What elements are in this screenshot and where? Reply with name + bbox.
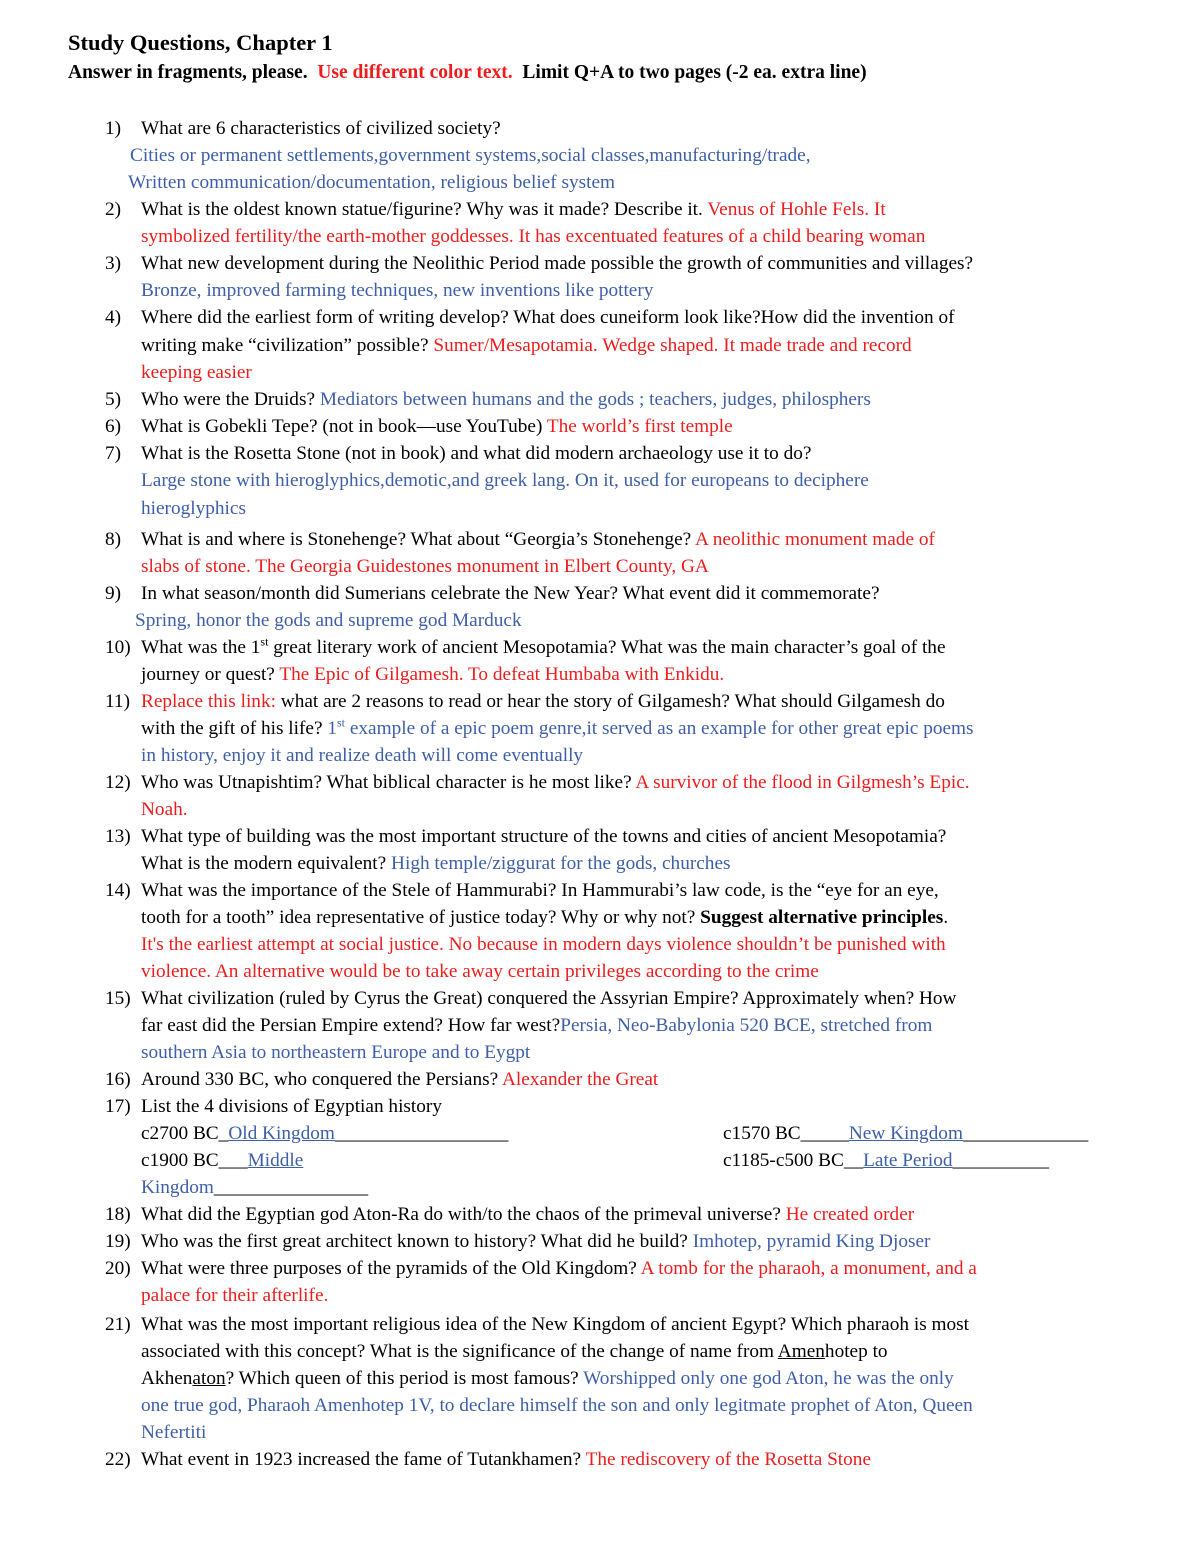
answer-inline: High temple/ziggurat for the gods, churches [391, 853, 731, 874]
answer-21-line2: one true god, Pharaoh Amenhotep 1V, to declare himself the son and only legitmate prophet of Aton, Queen [141, 1395, 973, 1416]
division-date: c1900 BC [141, 1150, 219, 1171]
answer-inline: The world’s first temple [546, 416, 733, 437]
question-number: 14) [105, 880, 131, 901]
underlined-text: aton [192, 1368, 226, 1389]
question-10-line2 [141, 662, 724, 689]
answer-3: Bronze, improved farming techniques, new inventions like pottery [141, 280, 654, 301]
question-text: associated with this concept? What is the significance of the change of name from [141, 1341, 775, 1362]
question-number: 21) [105, 1314, 131, 1335]
question-text: journey or quest? [141, 664, 275, 685]
question-3 [105, 251, 1171, 278]
question-6 [105, 414, 1171, 441]
question-11 [105, 689, 1171, 716]
division-date: c2700 BC [141, 1123, 219, 1144]
question-text-a: What was the 1 [141, 637, 261, 658]
answer-inline: Mediators between humans and the gods ; teachers, judges, philosphers [319, 389, 871, 410]
question-text: ? Which queen of this period is most famous? [225, 1368, 579, 1389]
question-20 [105, 1256, 1171, 1283]
answer-7-line2: hieroglyphics [141, 498, 246, 519]
page-title: Study Questions, Chapter 1 [68, 30, 333, 55]
answer-inline: Imhotep, pyramid King Djoser [692, 1231, 931, 1252]
answer-text-a: 1 [327, 718, 337, 739]
answer-inline: Sumer/Mesapotamia. Wedge shaped. It made trade and record [433, 335, 912, 356]
question-4-line2 [141, 333, 912, 360]
question-text: writing make “civilization” possible? [141, 335, 429, 356]
instructions-part2: Use different color text. [317, 62, 513, 83]
answer-inline: Persia, Neo-Babylonia 520 BCE, stretched from [560, 1015, 933, 1036]
question-text: What is Gobekli Tepe? (not in book—use YouTube) [141, 416, 543, 437]
question-number: 12) [105, 772, 131, 793]
question-number: 5) [105, 389, 122, 410]
blank-line: __________________ [334, 1123, 509, 1144]
answer-text-b: example of a epic poem genre,it served as an example for other great epic poems [345, 718, 974, 739]
blank-line: ___ [218, 1150, 248, 1171]
division-middle-kingdom [141, 1148, 303, 1175]
answer-inline: Venus of Hohle Fels. It [707, 199, 886, 220]
division-name: Late Period [863, 1150, 953, 1171]
question-number: 15) [105, 988, 131, 1009]
blank-line: _____________ [962, 1123, 1089, 1144]
question-text: What were three purposes of the pyramids of the Old Kingdom? [141, 1258, 637, 1279]
answer-inline: A tomb for the pharaoh, a monument, and a [640, 1258, 977, 1279]
question-4 [105, 305, 1171, 332]
answer-inline: The rediscovery of the Rosetta Stone [585, 1449, 871, 1470]
question-21 [105, 1312, 1171, 1339]
answer-9: Spring, honor the gods and supreme god Marduck [135, 610, 522, 631]
division-old-kingdom [141, 1121, 508, 1148]
question-text: What are 6 characteristics of civilized society? [141, 118, 501, 139]
question-5 [105, 387, 1171, 414]
answer-inline: A neolithic monument made of [695, 529, 935, 550]
answer-inline: Alexander the Great [501, 1069, 659, 1090]
question-text: What is the Rosetta Stone (not in book) and what did modern archaeology use it to do? [141, 443, 812, 464]
division-name: Kingdom [141, 1177, 214, 1198]
answer-7-line1: Large stone with hieroglyphics,demotic,and greek lang. On it, used for europeans to deciphere [141, 470, 869, 491]
answer-15-line2: southern Asia to northeastern Europe and to Eygpt [141, 1042, 531, 1063]
question-text: tooth for a tooth” idea representative of justice today? Why or why not? [141, 907, 696, 928]
question-9 [105, 581, 1171, 608]
question-text: Akhen [141, 1368, 193, 1389]
question-11-line2 [141, 716, 974, 743]
answer-4-line2: keeping easier [141, 362, 252, 383]
answer-inline [327, 715, 974, 739]
division-name: Middle [247, 1150, 304, 1171]
question-text: What event in 1923 increased the fame of Tutankhamen? [141, 1449, 582, 1470]
division-date: c1185-c500 BC [723, 1150, 844, 1171]
question-number: 20) [105, 1258, 131, 1279]
answer-inline: Worshipped only one god Aton, he was the only [583, 1368, 954, 1389]
question-number: 3) [105, 253, 122, 274]
blank-line: _____ [800, 1123, 849, 1144]
question-number: 6) [105, 416, 122, 437]
question-text: Where did the earliest form of writing develop? What does cuneiform look like?How did the invention of [141, 307, 955, 328]
question-text: What is the modern equivalent? [141, 853, 387, 874]
question-22 [105, 1447, 1171, 1474]
question-text: what are 2 reasons to read or hear the story of Gilgamesh? What should Gilgamesh do [275, 691, 945, 712]
blank-line: ________________ [213, 1177, 369, 1198]
question-text: with the gift of his life? [141, 718, 323, 739]
question-21-line2 [141, 1339, 888, 1366]
question-text: What is and where is Stonehenge? What about “Georgia’s Stonehenge? [141, 529, 692, 550]
question-16 [105, 1067, 1171, 1094]
question-2 [105, 197, 1171, 224]
question-17 [105, 1094, 1171, 1121]
question-text: Who were the Druids? [141, 389, 316, 410]
answer-inline: He created order [785, 1204, 915, 1225]
question-number: 18) [105, 1204, 131, 1225]
question-number: 9) [105, 583, 122, 604]
question-text: What new development during the Neolithic Period made possible the growth of communities and villages? [141, 253, 974, 274]
question-number: 19) [105, 1231, 131, 1252]
answer-inline: A survivor of the flood in Gilgmesh’s Epic. [635, 772, 970, 793]
question-text: Who was the first great architect known to history? What did he build? [141, 1231, 688, 1252]
answer-21-line3: Nefertiti [141, 1422, 207, 1443]
question-text: What civilization (ruled by Cyrus the Great) conquered the Assyrian Empire? Approximately when? How [141, 988, 957, 1009]
question-text: What is the oldest known statue/figurine? Why was it made? Describe it. [141, 199, 703, 220]
superscript: st [337, 715, 346, 730]
question-number: 2) [105, 199, 122, 220]
question-text: In what season/month did Sumerians celebrate the New Year? What event did it commemorate? [141, 583, 880, 604]
question-15-line2 [141, 1013, 932, 1040]
question-number: 13) [105, 826, 131, 847]
question-text-b: great literary work of ancient Mesopotamia? What was the main character’s goal of the [268, 637, 946, 658]
question-19 [105, 1229, 1171, 1256]
question-21-line3 [141, 1366, 954, 1393]
superscript: st [260, 634, 269, 649]
replace-link-note: Replace this link: [141, 691, 276, 712]
question-number: 1) [105, 118, 122, 139]
underlined-text: Amen [777, 1341, 825, 1362]
question-14 [105, 878, 1171, 905]
question-number: 16) [105, 1069, 131, 1090]
question-1 [105, 116, 1171, 143]
answer-1-line1: Cities or permanent settlements,government systems,social classes,manufacturing/trade, [130, 145, 811, 166]
question-12 [105, 770, 1171, 797]
question-number: 8) [105, 529, 122, 550]
answer-8-line2: slabs of stone. The Georgia Guidestones monument in Elbert County, GA [141, 556, 709, 577]
answer-12-line2: Noah. [141, 799, 188, 820]
instructions-part1: Answer in fragments, please. [68, 62, 308, 83]
answer-1-line2: Written communication/documentation, religious belief system [128, 172, 616, 193]
question-text: Around 330 BC, who conquered the Persians? [141, 1069, 499, 1090]
answer-14-line2: violence. An alternative would be to take away certain privileges according to the crime [141, 961, 819, 982]
division-name: Old Kingdom [228, 1123, 335, 1144]
question-18 [105, 1202, 1171, 1229]
answer-inline: The Epic of Gilgamesh. To defeat Humbaba with Enkidu. [279, 664, 725, 685]
division-new-kingdom [723, 1121, 1088, 1148]
question-text: far east did the Persian Empire extend? How far west? [141, 1015, 561, 1036]
division-middle-kingdom-cont [141, 1175, 368, 1202]
question-10 [105, 634, 1171, 662]
question-number: 7) [105, 443, 122, 464]
answer-2-line2: symbolized fertility/the earth-mother goddesses. It has excentuated features of a child bearing woman [141, 226, 926, 247]
question-7 [105, 441, 1171, 468]
blank-line: __________ [952, 1150, 1049, 1171]
question-number: 17) [105, 1096, 131, 1117]
answer-11-line2: in history, enjoy it and realize death will come eventually [141, 745, 584, 766]
question-number: 22) [105, 1449, 131, 1470]
question-text: What type of building was the most important structure of the towns and cities of ancient Mesopotamia? [141, 826, 947, 847]
answer-14-line1: It's the earliest attempt at social justice. No because in modern days violence shouldn’t be punished with [141, 934, 946, 955]
question-number: 11) [105, 691, 130, 712]
question-text: What did the Egyptian god Aton-Ra do with/to the chaos of the primeval universe? [141, 1204, 781, 1225]
question-13 [105, 824, 1171, 851]
question-bold-text: Suggest alternative principles [700, 907, 944, 928]
division-name: New Kingdom [848, 1123, 963, 1144]
question-text: List the 4 divisions of Egyptian history [141, 1096, 442, 1117]
blank-line: _ [218, 1123, 229, 1144]
instructions [68, 62, 867, 84]
question-text: hotep to [824, 1341, 888, 1362]
question-8 [105, 527, 1171, 554]
question-text: Who was Utnapishtim? What biblical character is he most like? [141, 772, 632, 793]
answer-20-line2: palace for their afterlife. [141, 1285, 329, 1306]
question-number: 4) [105, 307, 122, 328]
question-number: 10) [105, 637, 131, 658]
question-text: What was the importance of the Stele of Hammurabi? In Hammurabi’s law code, is the “eye for an eye, [141, 880, 939, 901]
question-text: What was the most important religious idea of the New Kingdom of ancient Egypt? Which pharaoh is most [141, 1314, 970, 1335]
division-late-period [723, 1148, 1049, 1175]
division-date: c1570 BC [723, 1123, 801, 1144]
question-14-line2: tooth for a tooth” idea representative of justice today? Why or why not? Suggest alternative principles. [141, 907, 949, 928]
instructions-part3: Limit Q+A to two pages (-2 ea. extra line) [522, 62, 867, 83]
question-15 [105, 986, 1171, 1013]
blank-line: __ [843, 1150, 864, 1171]
question-13-line2 [141, 851, 731, 878]
